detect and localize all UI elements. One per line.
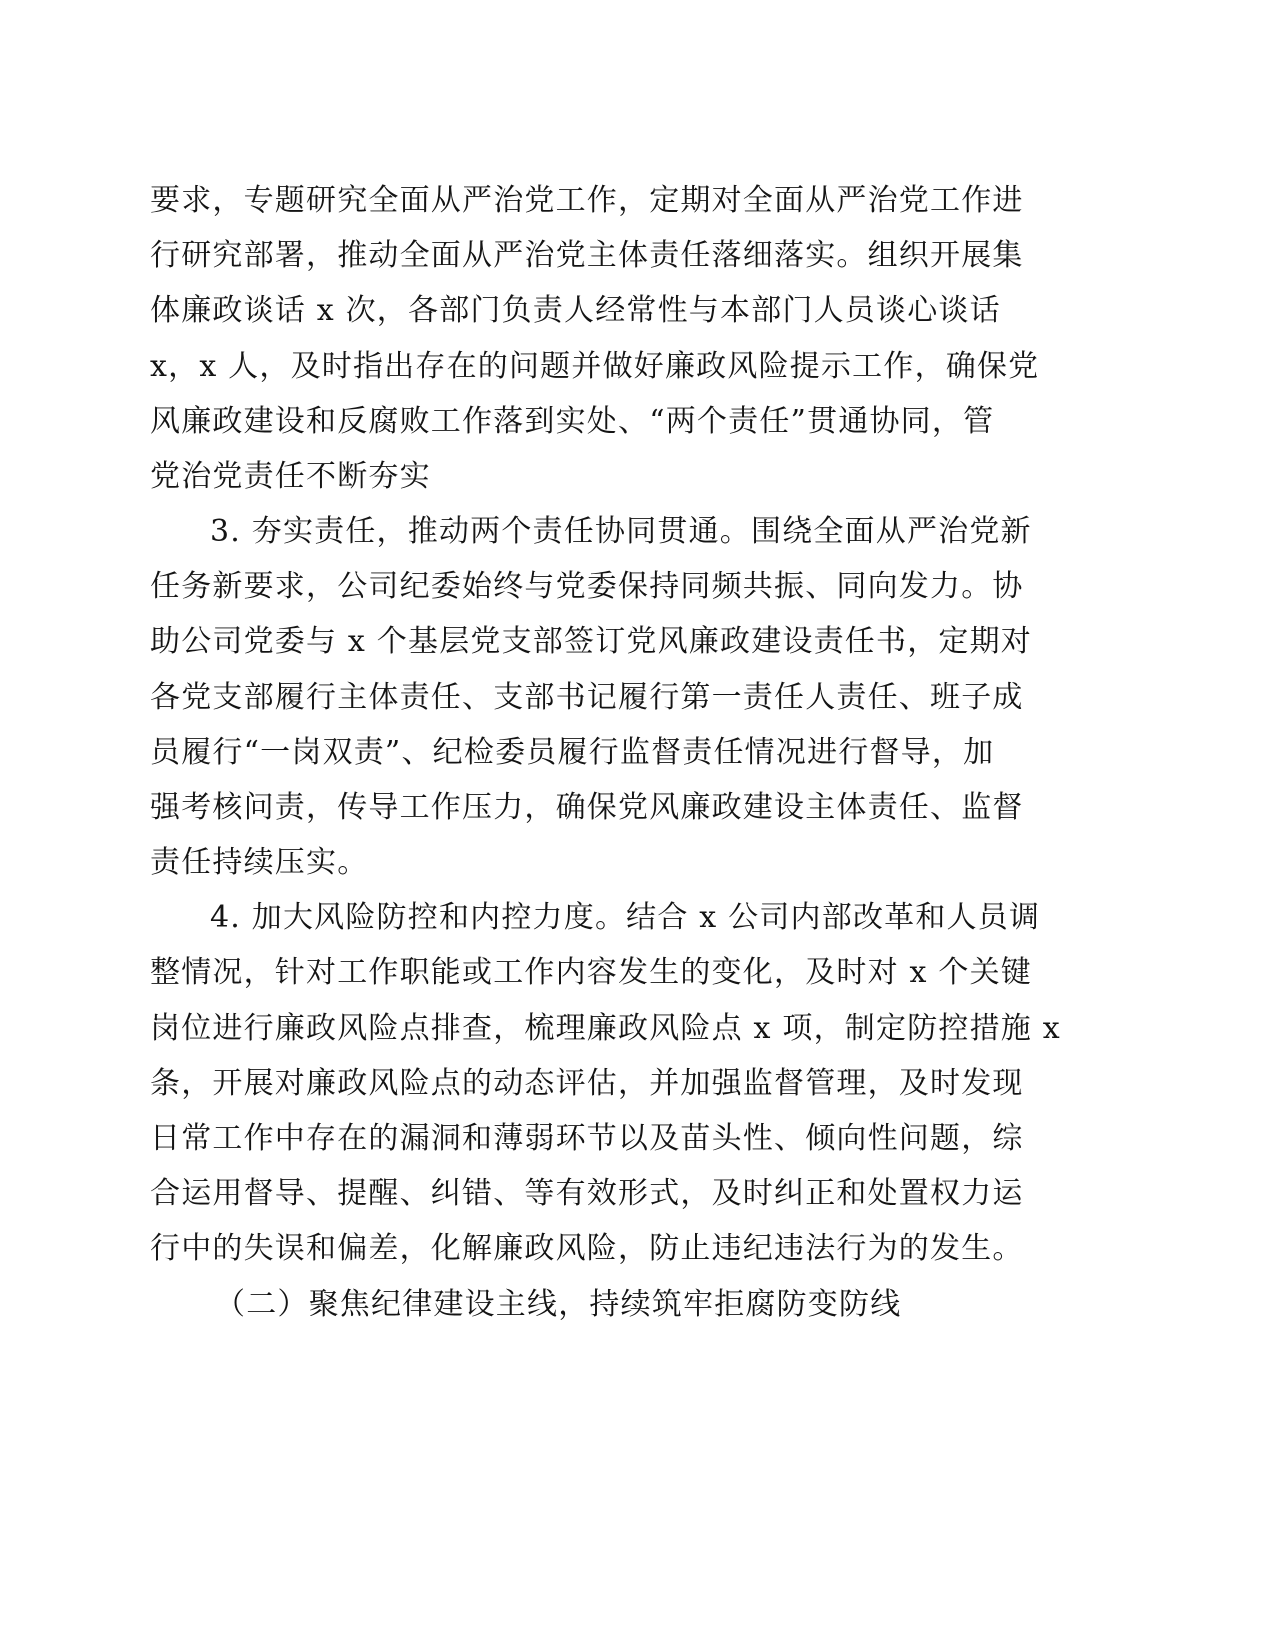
text-line: 助公司党委与 x 个基层党支部签订党风廉政建设责任书，定期对	[150, 624, 1032, 659]
text-line: 责任持续压实。	[150, 845, 369, 880]
text-line: 日常工作中存在的漏洞和薄弱环节以及苗头性、倾向性问题，综	[150, 1121, 1024, 1156]
text-line: 体廉政谈话 x 次，各部门负责人经常性与本部门人员谈心谈话	[150, 293, 1001, 328]
text-line: 行研究部署，推动全面从严治党主体责任落细落实。组织开展集	[150, 238, 1024, 273]
text-line: 行中的失误和偏差，化解廉政风险，防止违纪违法行为的发生。	[150, 1231, 1024, 1266]
text-line: 党治党责任不断夯实	[150, 459, 431, 494]
text-line: 要求，专题研究全面从严治党工作，定期对全面从严治党工作进	[150, 183, 1024, 218]
text-line: 风廉政建设和反腐败工作落到实处、“两个责任”贯通协同，管	[150, 404, 995, 439]
text-line: 4. 加大风险防控和内控力度。结合 x 公司内部改革和人员调	[210, 900, 1041, 935]
text-line: 任务新要求，公司纪委始终与党委保持同频共振、同向发力。协	[150, 569, 1024, 604]
text-line: 合运用督导、提醒、纠错、等有效形式，及时纠正和处置权力运	[150, 1176, 1024, 1211]
text-line: 员履行“一岗双责”、纪检委员履行监督责任情况进行督导，加	[150, 735, 995, 770]
text-line: 条，开展对廉政风险点的动态评估，并加强监督管理，及时发现	[150, 1066, 1024, 1101]
text-line: x，x 人，及时指出存在的问题并做好廉政风险提示工作，确保党	[150, 349, 1040, 384]
text-line: 岗位进行廉政风险点排查，梳理廉政风险点 x 项，制定防控措施 x	[150, 1011, 1061, 1046]
text-line: 各党支部履行主体责任、支部书记履行第一责任人责任、班子成	[150, 680, 1024, 715]
text-line: 强考核问责，传导工作压力，确保党风廉政建设主体责任、监督	[150, 790, 1024, 825]
text-line: 整情况，针对工作职能或工作内容发生的变化，及时对 x 个关键	[150, 955, 1032, 990]
text-line: 3. 夯实责任，推动两个责任协同贯通。围绕全面从严治党新	[210, 514, 1032, 549]
section-heading: （二）聚焦纪律建设主线，持续筑牢拒腐防变防线	[215, 1287, 902, 1322]
